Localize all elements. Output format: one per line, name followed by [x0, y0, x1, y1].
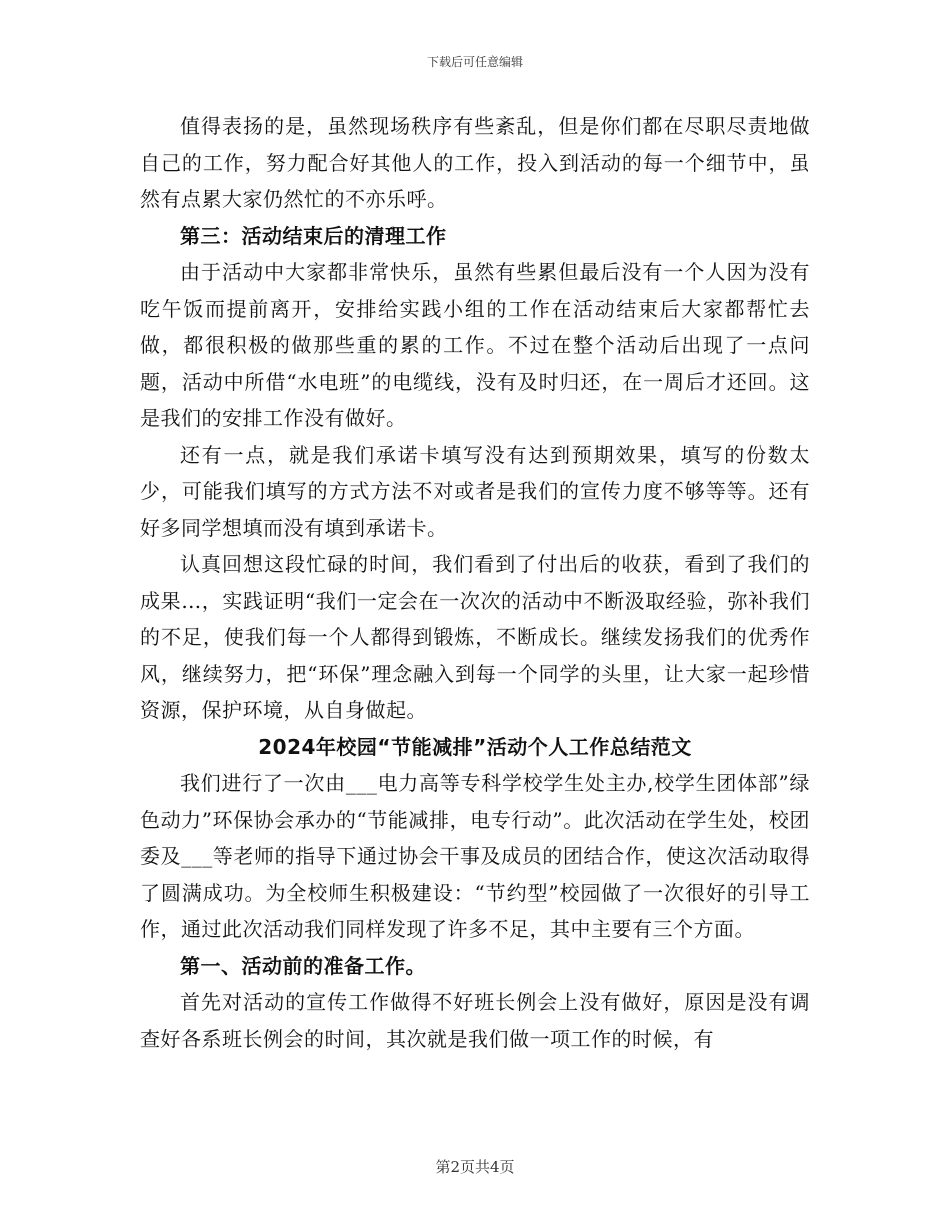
page-number-footer: 第2页共4页: [435, 1158, 515, 1176]
section-heading-preparation: 第一、活动前的准备工作。: [180, 953, 426, 978]
document-body: [140, 108, 810, 1057]
paragraph-pledge-card: 还有一点，就是我们承诺卡填写没有达到预期效果，填写的份数太少，可能我们填写的方式方法不对或者是我们的宣传力度不够等等。还有好多同学想填而没有填到承诺卡。: [140, 442, 810, 540]
paragraph-reflection: 认真回想这段忙碌的时间，我们看到了付出后的收获，看到了我们的成果…，实践证明“我们一定会在一次次的活动中不断汲取经验，弥补我们的不足，使我们每一个人都得到锻炼，不断成长。继续发扬我们的优秀作风，继续努力，把“环保”理念融入到每一个同学的头里，让大家一起珍惜资源，保护环境，从自身做起。: [140, 552, 810, 722]
article-title: 2024年校园“节能减排”活动个人工作总结范文: [258, 734, 692, 759]
paragraph-intro: 我们进行了一次由___电力高等专科学校学生处主办,校学生团体部”绿色动力”环保协会承办的“节能减排，电专行动”。此次活动在学生处，校团委及___等老师的指导下通过协会干事及成员的团结合作，使这次活动取得了圆满成功。为全校师生积极建设：“节约型”校园做了一次很好的引导工作，通过此次活动我们同样发现了许多不足，其中主要有三个方面。: [140, 771, 810, 941]
paragraph-cleanup: 由于活动中大家都非常快乐，虽然有些累但最后没有一个人因为没有吃午饭而提前离开，安排给实践小组的工作在活动结束后大家都帮忙去做，都很积极的做那些重的累的工作。不过在整个活动后出现了一点问题，活动中所借“水电班”的电缆线，没有及时归还，在一周后才还回。这是我们的安排工作没有做好。: [140, 260, 810, 430]
section-heading-cleanup: 第三：活动结束后的清理工作: [180, 223, 447, 248]
paragraph-preparation: 首先对活动的宣传工作做得不好班长例会上没有做好，原因是没有调查好各系班长例会的时间，其次就是我们做一项工作的时候，有: [140, 990, 810, 1051]
paragraph-praise: 值得表扬的是，虽然现场秩序有些紊乱，但是你们都在尽职尽责地做自己的工作，努力配合好其他人的工作，投入到活动的每一个细节中，虽然有点累大家仍然忙的不亦乐呼。: [140, 114, 810, 211]
page-header-note: 下载后可任意编辑: [426, 55, 523, 69]
